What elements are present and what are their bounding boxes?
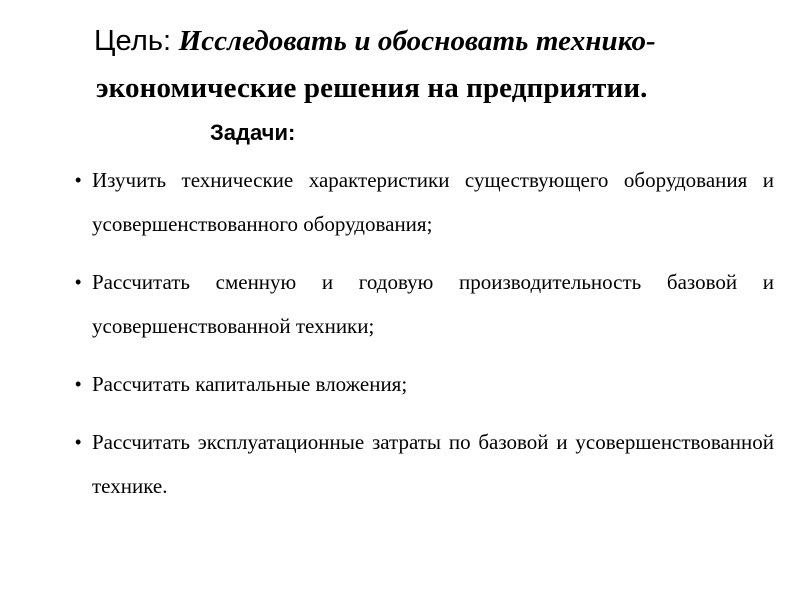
goal-line-2 [94, 65, 734, 112]
task-item [74, 158, 774, 246]
tasks-list [74, 158, 774, 522]
bullet-icon: • [75, 374, 82, 394]
task-text: Рассчитать эксплуатационные затраты по базовой и усовершенствованной технике. [92, 430, 774, 498]
task-item [74, 420, 774, 508]
task-item [74, 260, 774, 348]
goal-label: Цель: [94, 25, 172, 57]
task-text: Изучить технические характеристики существующего оборудования и усовершенствованного оборудования; [92, 168, 774, 236]
bullet-icon: • [75, 170, 82, 190]
task-text: Рассчитать капитальные вложения; [92, 372, 408, 396]
goal-block [94, 18, 734, 112]
goal-line-1 [94, 18, 734, 65]
task-text: Рассчитать сменную и годовую производительность базовой и усовершенствованной техники; [92, 270, 774, 338]
bullet-icon: • [75, 272, 82, 292]
goal-text-line-1: Исследовать и обосновать технико- [178, 25, 656, 57]
tasks-heading: Задачи: [210, 120, 296, 145]
bullet-icon: • [75, 432, 82, 452]
goal-text-line-2: экономические решения на предприятии. [96, 72, 648, 104]
task-item [74, 362, 774, 406]
